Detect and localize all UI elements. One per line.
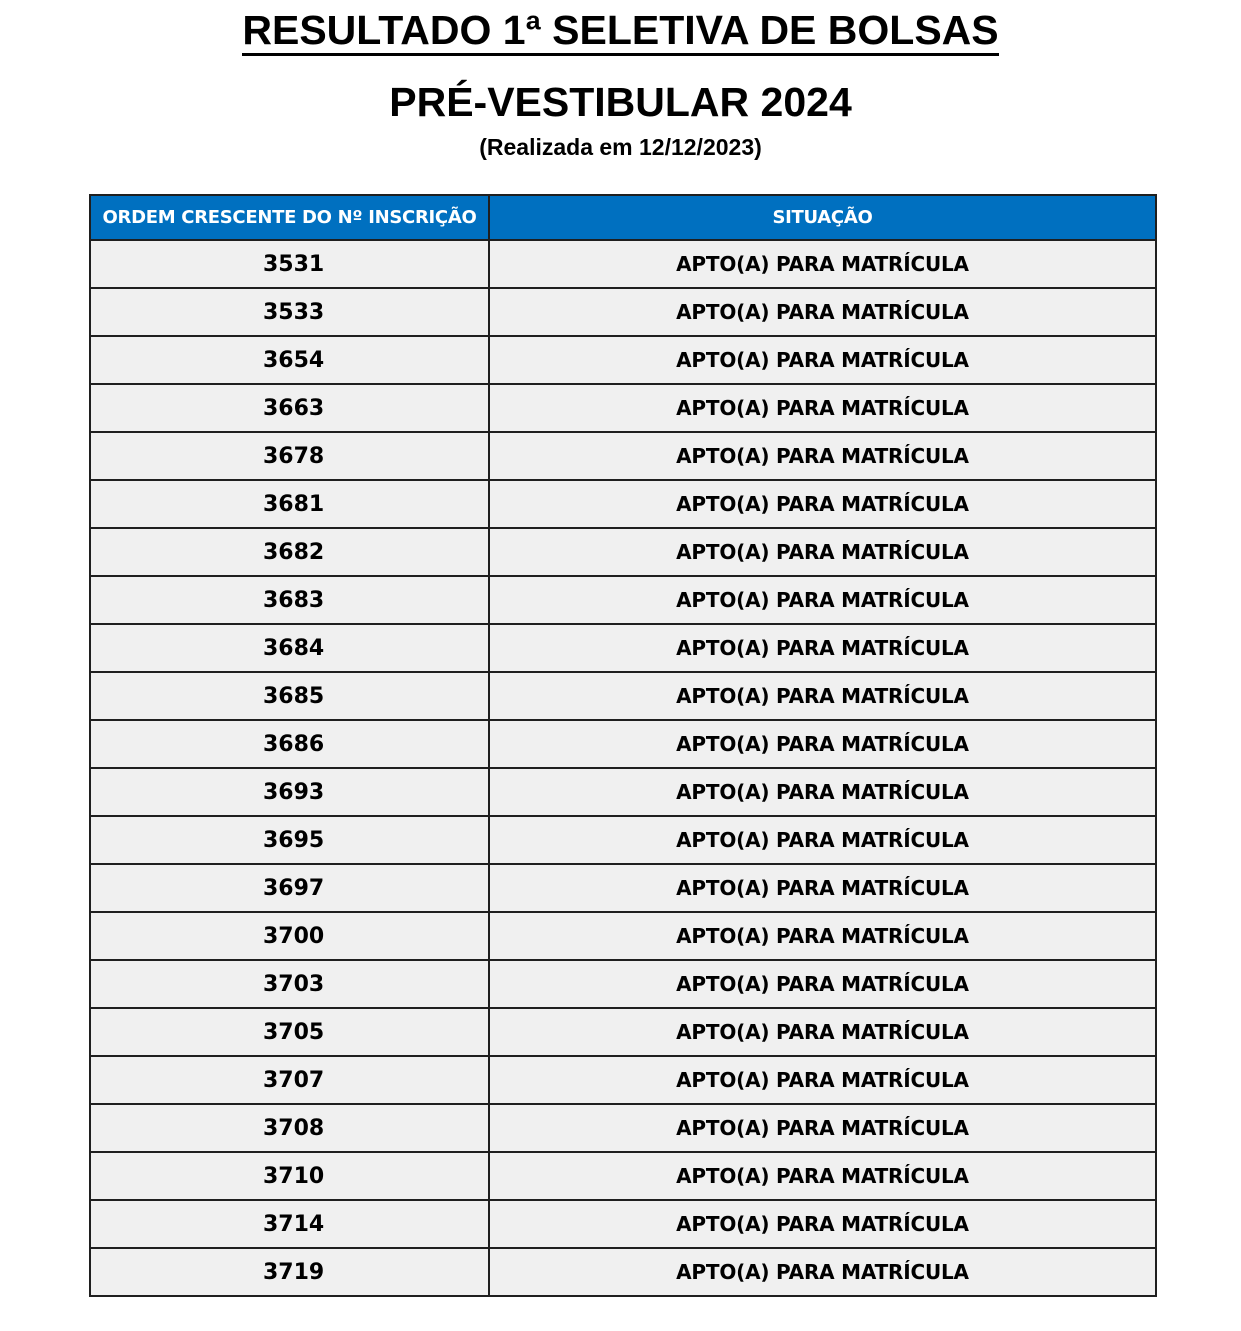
status-cell: APTO(A) PARA MATRÍCULA (489, 912, 1156, 960)
status-cell: APTO(A) PARA MATRÍCULA (489, 1200, 1156, 1248)
registration-number-cell: 3683 (90, 576, 489, 624)
registration-number-cell: 3697 (90, 864, 489, 912)
table-row (90, 288, 1156, 336)
status-cell: APTO(A) PARA MATRÍCULA (489, 768, 1156, 816)
page-title-text: RESULTADO 1ª SELETIVA DE BOLSAS (242, 7, 998, 56)
header-row (90, 195, 1156, 240)
status-cell: APTO(A) PARA MATRÍCULA (489, 432, 1156, 480)
table-row (90, 912, 1156, 960)
table-row (90, 432, 1156, 480)
registration-number-cell: 3663 (90, 384, 489, 432)
table-row (90, 1248, 1156, 1296)
table-row (90, 1008, 1156, 1056)
registration-number-cell: 3719 (90, 1248, 489, 1296)
registration-number-cell: 3705 (90, 1008, 489, 1056)
registration-number-cell: 3700 (90, 912, 489, 960)
status-cell: APTO(A) PARA MATRÍCULA (489, 480, 1156, 528)
registration-number-cell: 3714 (90, 1200, 489, 1248)
status-cell: APTO(A) PARA MATRÍCULA (489, 384, 1156, 432)
status-cell: APTO(A) PARA MATRÍCULA (489, 240, 1156, 288)
status-cell: APTO(A) PARA MATRÍCULA (489, 288, 1156, 336)
table-row (90, 960, 1156, 1008)
registration-number-cell: 3708 (90, 1104, 489, 1152)
status-cell: APTO(A) PARA MATRÍCULA (489, 336, 1156, 384)
table-row (90, 480, 1156, 528)
status-cell: APTO(A) PARA MATRÍCULA (489, 1152, 1156, 1200)
registration-number-cell: 3686 (90, 720, 489, 768)
table-row (90, 720, 1156, 768)
table-row (90, 768, 1156, 816)
status-cell: APTO(A) PARA MATRÍCULA (489, 624, 1156, 672)
page-title (0, 6, 1241, 54)
table-row (90, 1056, 1156, 1104)
table-row (90, 528, 1156, 576)
status-cell: APTO(A) PARA MATRÍCULA (489, 720, 1156, 768)
table-row (90, 336, 1156, 384)
status-cell: APTO(A) PARA MATRÍCULA (489, 816, 1156, 864)
table-row (90, 816, 1156, 864)
registration-number-cell: 3682 (90, 528, 489, 576)
table-row (90, 1152, 1156, 1200)
registration-number-cell: 3703 (90, 960, 489, 1008)
registration-number-cell: 3654 (90, 336, 489, 384)
registration-number-cell: 3695 (90, 816, 489, 864)
status-cell: APTO(A) PARA MATRÍCULA (489, 1248, 1156, 1296)
exam-date-note: (Realizada em 12/12/2023) (479, 134, 762, 160)
table-row (90, 1200, 1156, 1248)
registration-number-cell: 3707 (90, 1056, 489, 1104)
table-row (90, 672, 1156, 720)
results-table-body (90, 240, 1156, 1296)
table-row (90, 624, 1156, 672)
results-table-header (90, 195, 1156, 240)
status-cell: APTO(A) PARA MATRÍCULA (489, 528, 1156, 576)
registration-number-cell: 3678 (90, 432, 489, 480)
table-row (90, 1104, 1156, 1152)
status-cell: APTO(A) PARA MATRÍCULA (489, 576, 1156, 624)
registration-number-cell: 3693 (90, 768, 489, 816)
column-header-situacao: SITUAÇÃO (489, 195, 1156, 240)
results-table (89, 194, 1157, 1297)
status-cell: APTO(A) PARA MATRÍCULA (489, 672, 1156, 720)
status-cell: APTO(A) PARA MATRÍCULA (489, 864, 1156, 912)
column-header-inscricao: ORDEM CRESCENTE DO Nº INSCRIÇÃO (90, 195, 489, 240)
registration-number-cell: 3531 (90, 240, 489, 288)
registration-number-cell: 3533 (90, 288, 489, 336)
status-cell: APTO(A) PARA MATRÍCULA (489, 1104, 1156, 1152)
page-subtitle: PRÉ-VESTIBULAR 2024 (389, 79, 852, 125)
status-cell: APTO(A) PARA MATRÍCULA (489, 1008, 1156, 1056)
table-row (90, 384, 1156, 432)
table-row (90, 240, 1156, 288)
status-cell: APTO(A) PARA MATRÍCULA (489, 1056, 1156, 1104)
registration-number-cell: 3710 (90, 1152, 489, 1200)
registration-number-cell: 3681 (90, 480, 489, 528)
table-row (90, 864, 1156, 912)
table-row (90, 576, 1156, 624)
status-cell: APTO(A) PARA MATRÍCULA (489, 960, 1156, 1008)
registration-number-cell: 3684 (90, 624, 489, 672)
registration-number-cell: 3685 (90, 672, 489, 720)
